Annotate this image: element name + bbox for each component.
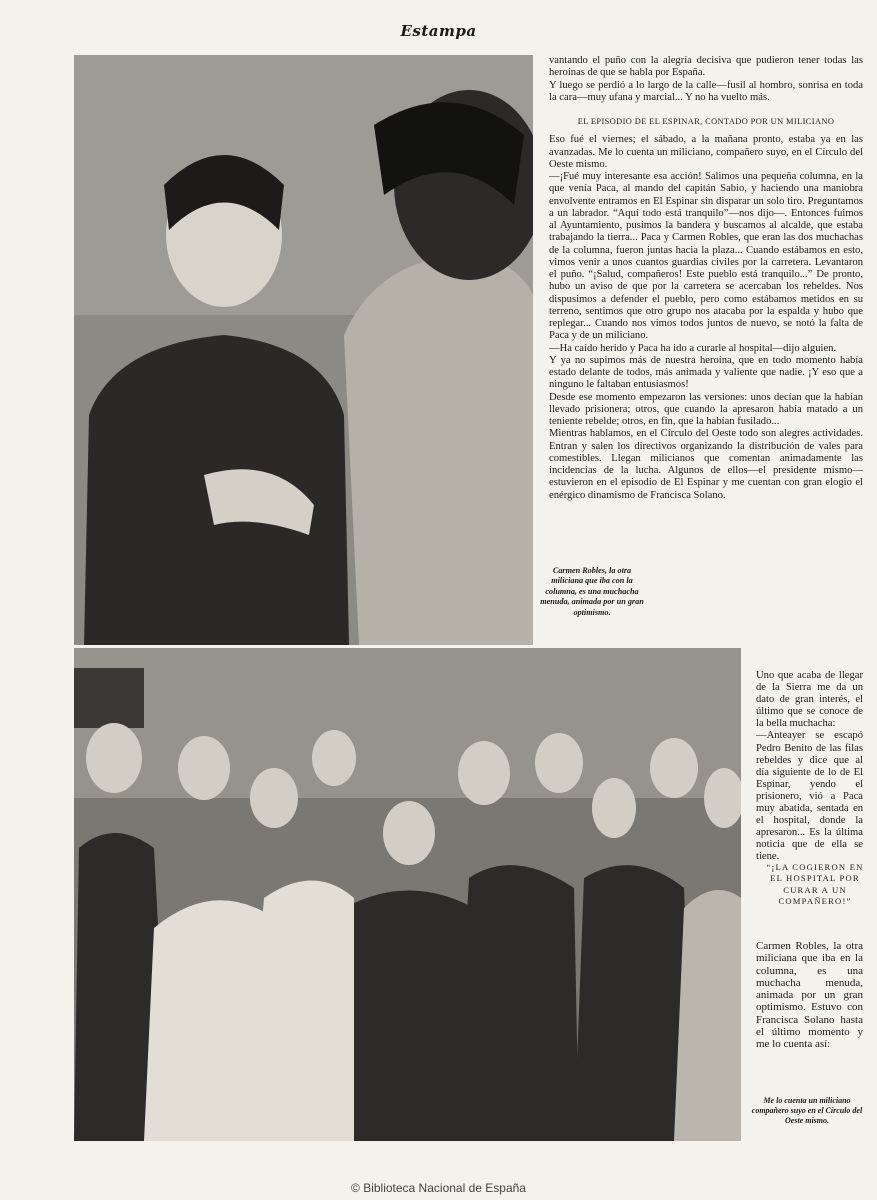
section-subhead: EL EPISODIO DE EL ESPINAR, CONTADO POR UN MILICIANO <box>577 117 835 126</box>
lead-in-paragraph: vantando el puño con la alegría decisiva que pudieron tener todas las heroínas de que se habla por España. <box>549 55 863 79</box>
photo-carmen-robles <box>74 55 533 645</box>
copyright-footer: © Biblioteca Nacional de España <box>351 1181 526 1195</box>
photo-caption-bottom: Me lo cuenta un miliciano compañero suyo en el Círculo del Oeste mismo. <box>751 1096 863 1125</box>
article-column-bottom: Carmen Robles, la otra miliciana que iba en la columna, es una muchacha menuda, animada por un gran optimismo. Estuvo con Francisca Solano hasta el último momento y me lo cuenta así: <box>756 940 863 1051</box>
article-column-top <box>549 55 863 502</box>
photo-militia-group <box>74 648 741 1141</box>
lead-in-paragraph-2: Y luego se perdió a lo largo de la calle—fusil al hombro, sonrisa en toda la cara—muy ufana y marcial... Y no ha vuelto más. <box>549 79 863 103</box>
paragraph: —¡Fué muy interesante esa acción! Salimos una pequeña columna, en la que venía Paca, al mando del capitán Sabio, y haciendo una maniobra envolvente entramos en El Espinar sin disparar un solo tiro. Preguntamos a un labrador. “Aquí todo está tranquilo”—nos dijo—. Entonces fuimos al Ayuntamiento, pusimos la bandera y buscamos al alcalde, que estaba trabajando la tierra... Paca y Carmen Robles, que eran las dos muchachas de la columna, fueron juntas hacia la plaza... Cuando estábamos en esto, vimos venir a unos cuantos guardias civiles por la carretera. Levantaron el puño. “¡Salud, compañeros! Este pueblo está tranquilo...” De pronto, hubo un aviso de que por la carretera se acercaban los rebeldes. Nos dispusimos a defender el pueblo, pero como estábamos metidos en su terreno, sentimos que otro grupo nos atacaba por la espalda y hubo que replegar... Cuando nos vimos todos juntos de nuevo, se notó la falta de Paca y de un miliciano. <box>549 171 863 342</box>
photo-caption-top: Carmen Robles, la otra miliciana que iba con la columna, es una muchacha menuda, animada por un gran optimismo. <box>540 566 644 617</box>
paragraph: —Ha caído herido y Paca ha ido a curarle al hospital—dijo alguien. <box>549 342 837 354</box>
masthead: Estampa <box>400 22 477 40</box>
paragraph: —Anteayer se escapó Pedro Benito de las filas rebeldes y dice que al día siguiente de lo de El Espinar, yendo el prisionero, vió a Paca muy abatida, sentada en el hospital, donde la apresaron... Es la última noticia que de ella se tiene. <box>756 730 863 863</box>
pull-quote: “¡LA COGIERON EN EL HOSPITAL POR CURAR A UN COMPAÑERO!” <box>766 862 864 906</box>
paragraph: Y ya no supimos más de nuestra heroína, que en todo momento había estado delante de todos, más animada y valiente que nadie. ¡Y eso que a ninguno le faltaban entusiasmos! <box>549 354 863 391</box>
article-column-narrow <box>756 670 863 864</box>
paragraph: Desde ese momento empezaron las versiones: unos decían que la habían llevado prisionera; otros, que cuando la apresaron había matado a un teniente rebelde; otros, en fin, que la habían fusilado... <box>549 391 863 427</box>
paragraph: Uno que acaba de llegar de la Sierra me da un dato de gran interés, el último que se conoce de la bella muchacha: <box>756 670 863 730</box>
paragraph: Mientras hablamos, en el Círculo del Oeste todo son alegres actividades. Entran y salen los directivos organizando la distribución de vales para comestibles. Llegan milicianos que comentan animadamente las incidencias de la lucha. Algunos de ellos—el presidente mismo—estuvieron en el episodio de El Espinar y me cuentan con gran elogio el enérgico dinamismo de Francisca Solano. <box>549 428 863 501</box>
paragraph: Eso fué el viernes; el sábado, a la mañana pronto, estaba ya en las avanzadas. Me lo cuenta un miliciano, compañero suyo, en el Círculo del Oeste mismo. <box>549 134 863 170</box>
